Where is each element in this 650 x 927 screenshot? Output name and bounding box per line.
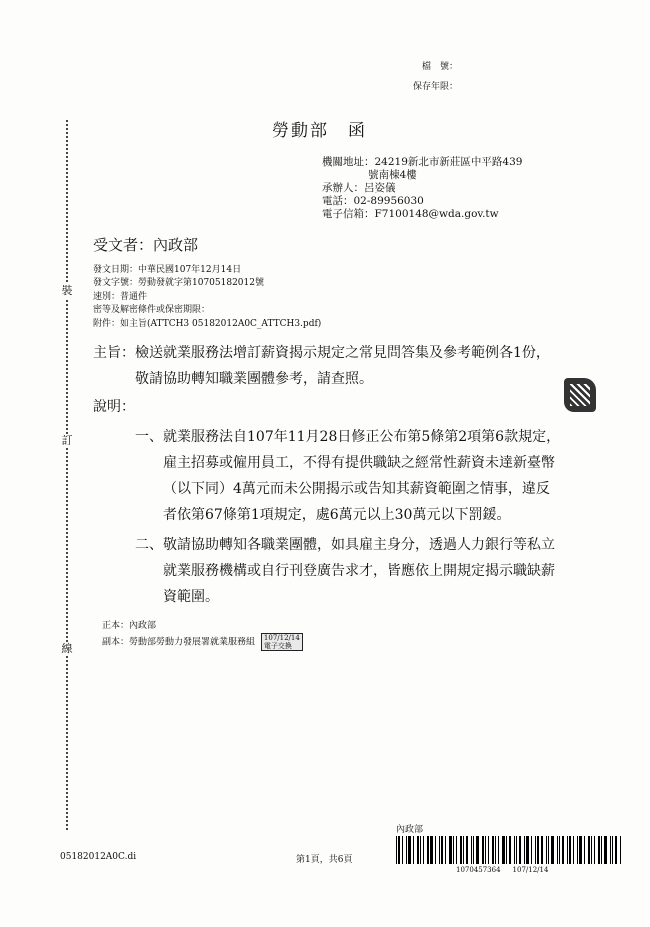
address-label: 機關地址： [322, 156, 375, 168]
seal-stamp [564, 378, 596, 412]
copy-recipient: 勞動部勞動力發展署就業服務組 [129, 637, 256, 648]
binding-mark-xian: 線 [61, 642, 73, 655]
barcode-area [396, 822, 622, 874]
stamp-text: 電子交換 [263, 642, 292, 650]
archive-no-label: 檔 號： [421, 62, 458, 72]
barcode-number: 1070457364 [456, 866, 501, 874]
retention-label: 保存年限： [412, 82, 458, 92]
barcode-numbers [396, 866, 622, 874]
body-text [93, 340, 563, 610]
speed-class: 速別：普通件 [93, 291, 148, 302]
issue-meta [93, 264, 321, 331]
distribution-list [102, 620, 303, 651]
recipient-value: 內政部 [153, 236, 199, 254]
barcode-label: 內政部 [396, 825, 424, 835]
recipient-label: 受文者： [93, 236, 154, 254]
contact-name: 呂姿儀 [364, 182, 396, 194]
attachment: 附件：如主旨(ATTCH3 05182012A0C_ATTCH3.pdf) [93, 318, 322, 329]
binding-mark-zhuang: 裝 [61, 284, 73, 297]
barcode-date: 107/12/14 [512, 866, 549, 874]
exchange-stamp [261, 633, 303, 651]
recipient [93, 234, 198, 255]
binding-mark-ding: 訂 [61, 434, 73, 447]
barcode-icon [396, 836, 622, 864]
phone-label: 電話： [322, 195, 354, 207]
item-text: 敬請協助轉知各職業團體，如具雇主身分，透過人力銀行等私立就業服務機構或自行刊登廣告求才，皆應依上開規定揭示職缺薪資範圍。 [163, 537, 555, 605]
footer-filename: 05182012A0C.di [60, 852, 137, 862]
description-item [93, 532, 563, 610]
phone-number: 02-89956030 [353, 195, 424, 207]
agency-info [322, 156, 522, 221]
item-number: 二、 [135, 537, 163, 553]
address-line2: 號南棟4樓 [368, 169, 417, 181]
subject-label: 主旨： [93, 345, 135, 361]
subject [93, 340, 563, 392]
issue-date: 發文日期：中華民國107年12月14日 [93, 265, 242, 275]
original-recipient: 內政部 [129, 621, 157, 631]
contact-label: 承辦人： [322, 182, 364, 194]
email-label: 電子信箱： [322, 208, 375, 220]
binding-line [66, 120, 68, 830]
subject-text: 檢送就業服務法增訂薪資揭示規定之常見問答集及參考範例各1份，敬請協助轉知職業團體參考，請查照。 [135, 345, 550, 387]
footer-page-number: 第1頁，共6頁 [296, 855, 353, 865]
stamp-date: 107/12/14 [263, 634, 300, 642]
email-address: F7100148@wda.gov.tw [374, 208, 499, 220]
copy-label: 副本： [102, 637, 130, 648]
description-item [93, 424, 563, 528]
address-line1: 24219新北市新莊區中平路439 [374, 156, 523, 168]
original-label: 正本： [102, 621, 130, 631]
description-label: 說明： [93, 399, 135, 415]
document-title: 勞動部 函 [272, 121, 367, 141]
doc-number: 發文字號：勞動發就字第10705182012號 [93, 278, 264, 289]
top-meta [413, 57, 458, 97]
item-number: 一、 [135, 429, 163, 445]
security-class: 密等及解密條件或保密期限： [93, 305, 211, 316]
item-text: 就業服務法自107年11月28日修正公布第5條第2項第6款規定，雇主招募或僱用員工，不得有提供職缺之經常性薪資未達新臺幣（以下同）4萬元而未公開揭示或告知其薪資範圍之情事，違反者依第67條第1項規定，處6萬元以上30萬元以下罰鍰。 [163, 429, 561, 523]
